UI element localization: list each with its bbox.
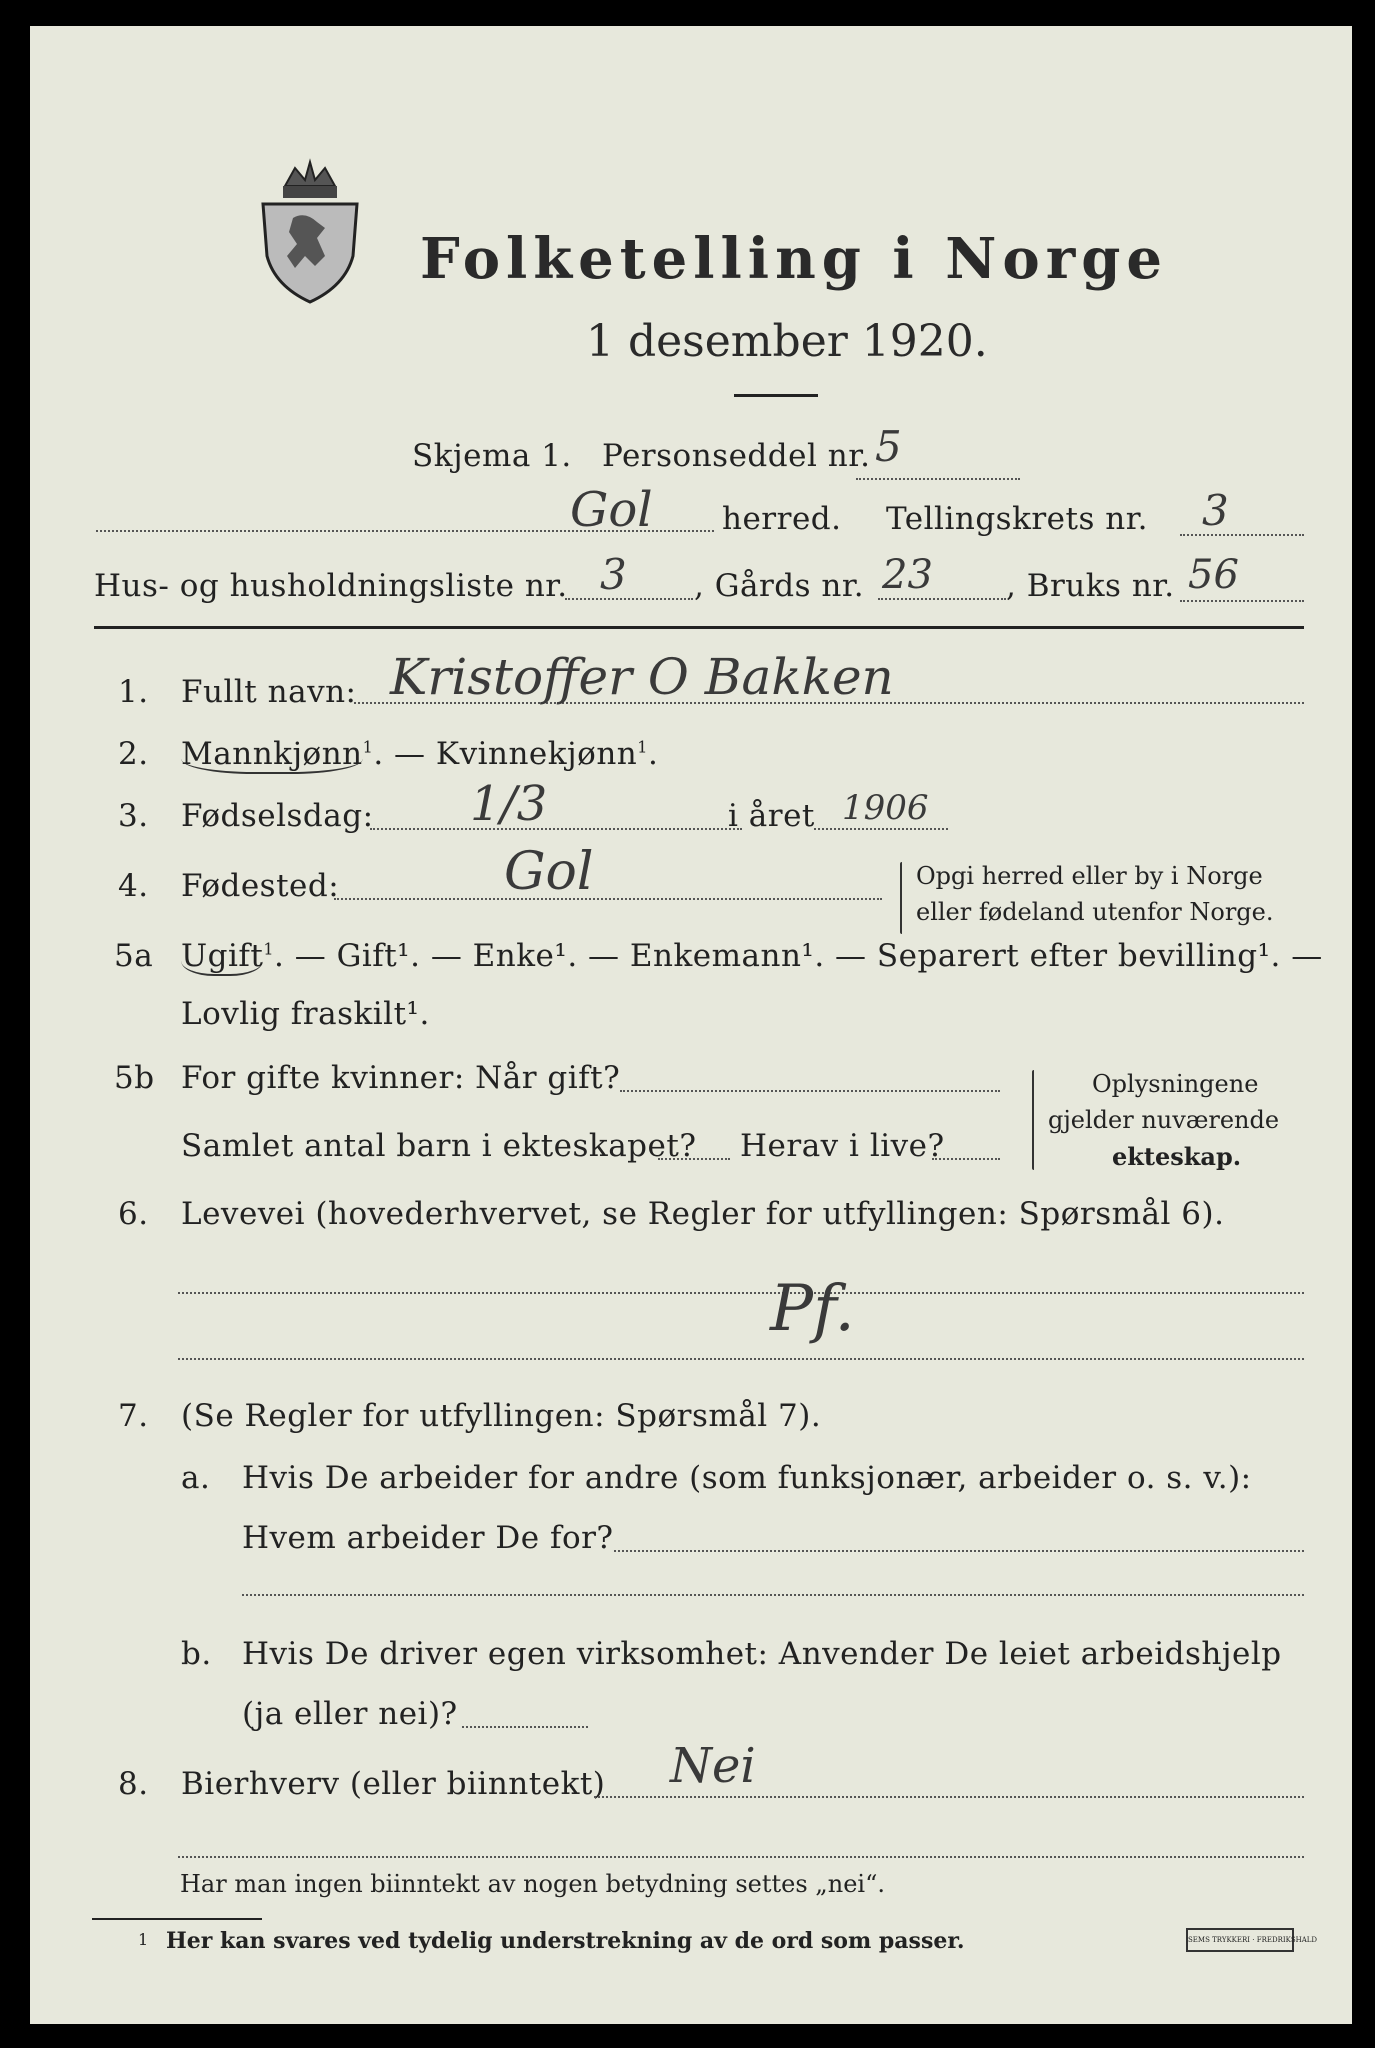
husholdningsliste-value: 3: [600, 550, 627, 599]
tellingskrets-value: 3: [1202, 486, 1229, 535]
q7a-label-line2: Hvem arbeider De for?: [242, 1520, 614, 1556]
skjema-label: Skjema 1.: [412, 438, 572, 474]
birthday-value: 1/3: [470, 776, 548, 832]
q2-number: 2.: [118, 736, 149, 772]
q5b-note-line2: gjelder nuværende: [1048, 1106, 1280, 1134]
title-divider: [734, 394, 818, 397]
occupation-value: Pf.: [770, 1272, 855, 1346]
q4-label: Fødested:: [181, 868, 340, 904]
q5a-number: 5a: [114, 938, 154, 974]
census-form-page: [30, 26, 1352, 2024]
gards-value: 23: [882, 552, 933, 598]
coat-of-arms-emblem: [255, 156, 365, 306]
q6-label: Levevei (hovederhvervet, se Regler for utfyllingen: Spørsmål 6).: [181, 1196, 1225, 1232]
tellingskrets-label: Tellingskrets nr.: [886, 501, 1148, 537]
q7-number: 7.: [118, 1398, 149, 1434]
q7b-letter: b.: [181, 1636, 212, 1672]
q4-number: 4.: [118, 868, 149, 904]
kvinnekjonn-option: . — Kvinnekjønn: [373, 736, 638, 772]
q5b-note-line3: ekteskap.: [1112, 1142, 1242, 1171]
personseddel-label: Personseddel nr.: [602, 438, 871, 474]
q7a-label-line1: Hvis De arbeider for andre (som funksjonær, arbeider o. s. v.):: [242, 1460, 1252, 1496]
q7b-label-line1: Hvis De driver egen virksomhet: Anvender De leiet arbeidshjelp: [242, 1636, 1282, 1672]
personseddel-value: 5: [875, 422, 902, 471]
side-income-value: Nei: [670, 1738, 756, 1794]
q5b-when-married-label: For gifte kvinner: Når gift?: [181, 1060, 621, 1096]
q1-label: Fullt navn:: [181, 674, 357, 710]
census-date: 1 desember 1920.: [586, 316, 988, 367]
q3-label: Fødselsdag:: [181, 798, 374, 834]
mannkjonn-option: Mannkjønn: [181, 736, 363, 772]
bruks-value: 56: [1188, 552, 1239, 598]
gards-label: , Gårds nr.: [694, 568, 865, 604]
q6-number: 6.: [118, 1196, 149, 1232]
ugift-option: Ugift: [181, 938, 264, 974]
birth-year-value: 1906: [842, 788, 929, 828]
q8-note: Har man ingen biinntekt av nogen betydning settes „nei“.: [180, 1870, 885, 1898]
q7-label: (Se Regler for utfyllingen: Spørsmål 7).: [181, 1398, 822, 1434]
q3-number: 3.: [118, 798, 149, 834]
form-title: Folketelling i Norge: [420, 226, 1169, 292]
herred-label: herred.: [722, 501, 842, 537]
q3-year-label: i året: [728, 798, 815, 834]
q8-number: 8.: [118, 1766, 149, 1802]
footnote-text: Her kan svares ved tydelig understrekning av de ord som passer.: [166, 1928, 965, 1954]
q4-note-line2: eller fødeland utenfor Norge.: [916, 898, 1274, 926]
bruks-label: , Bruks nr.: [1006, 568, 1175, 604]
herred-value: Gol: [570, 482, 653, 538]
q5b-alive-label: Herav i live?: [740, 1128, 945, 1164]
q1-number: 1.: [118, 674, 149, 710]
full-name-value: Kristoffer O Bakken: [390, 648, 894, 706]
q5a-line2: Lovlig fraskilt¹.: [181, 996, 430, 1032]
q7b-label-line2: (ja eller nei)?: [242, 1696, 458, 1732]
footnote-rule: [92, 1918, 262, 1920]
q7a-letter: a.: [181, 1460, 211, 1496]
birthplace-value: Gol: [504, 842, 594, 902]
q2-gender-options: Mannkjønn$^1$. — Kvinnekjønn$^1$.: [181, 736, 659, 772]
husholdningsliste-label: Hus- og husholdningsliste nr.: [94, 568, 568, 604]
q5a-marital-options: Ugift$^1$. — Gift¹. — Enke¹. — Enkemann¹. — Separert efter bevilling¹. —: [181, 938, 1323, 974]
q4-note-line1: Opgi herred eller by i Norge: [916, 862, 1263, 890]
footnote-mark: 1: [138, 1930, 149, 1949]
q5b-number: 5b: [114, 1060, 155, 1096]
q5b-note-line1: Oplysningene: [1092, 1070, 1259, 1098]
header-rule: [94, 626, 1304, 629]
printer-stamp: SEMS TRYKKERI · FREDRIKSHALD: [1186, 1928, 1294, 1952]
q8-label: Bierhverv (eller biinntekt): [181, 1766, 606, 1802]
q5b-children-label: Samlet antal barn i ekteskapet?: [181, 1128, 697, 1164]
